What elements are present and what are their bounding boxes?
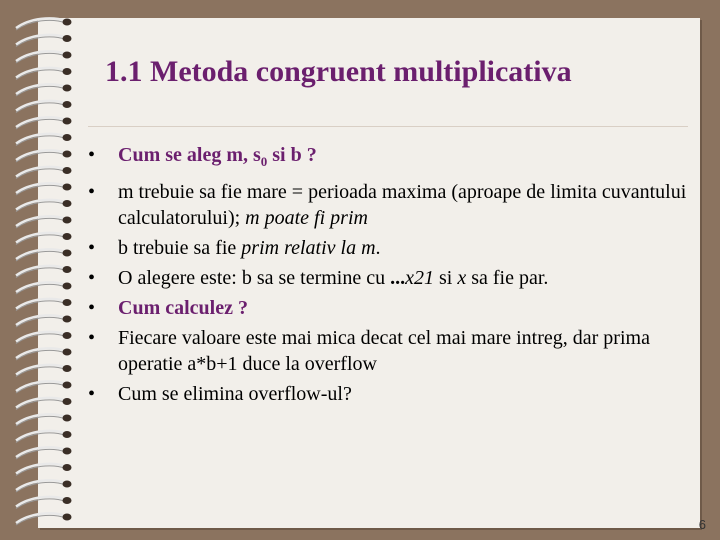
spiral-ring	[16, 365, 72, 377]
bullet-marker: •	[88, 181, 96, 203]
spiral-ring	[16, 398, 72, 410]
page-number: 6	[698, 517, 706, 532]
bullet-marker: •	[88, 267, 96, 289]
spiral-ring	[16, 233, 72, 245]
bullet-marker: •	[88, 327, 96, 349]
spiral-ring	[16, 249, 72, 261]
spiral-ring	[16, 332, 72, 344]
spiral-ring	[16, 68, 72, 80]
bullet-item	[88, 265, 688, 291]
bullet-list	[88, 142, 688, 411]
bullet-text: O alegere este: b sa se termine cu ...x21 si x sa fie par.	[118, 267, 549, 289]
bullet-text: m trebuie sa fie mare = perioada maxima (aproape de limita cuvantului calculatorului); m poate fi prim	[118, 181, 687, 229]
spiral-ring	[16, 431, 72, 443]
spiral-ring	[16, 299, 72, 311]
bullet-marker: •	[88, 237, 96, 259]
spiral-binding	[0, 0, 80, 540]
bullet-item	[88, 235, 688, 261]
spiral-ring	[16, 497, 72, 509]
bullet-text: Cum se aleg m, $s_0$ si b ?	[118, 144, 317, 169]
spiral-ring	[16, 35, 72, 47]
title-divider	[88, 126, 688, 127]
spiral-ring	[16, 18, 72, 30]
bullet-marker: •	[88, 383, 96, 405]
spiral-ring	[16, 266, 72, 278]
spiral-ring	[16, 381, 72, 393]
spiral-ring	[16, 282, 72, 294]
spiral-ring	[16, 150, 72, 162]
spiral-ring	[16, 101, 72, 113]
bullet-item	[88, 179, 688, 231]
spiral-ring	[16, 414, 72, 426]
bullet-marker: •	[88, 297, 96, 319]
spiral-ring	[16, 134, 72, 146]
spiral-ring	[16, 315, 72, 327]
spiral-ring	[16, 480, 72, 492]
slide-title: 1.1 Metoda congruent multiplicativa	[105, 55, 572, 88]
spiral-ring	[16, 183, 72, 195]
bullet-item	[88, 295, 688, 321]
spiral-ring	[16, 117, 72, 129]
spiral-ring	[16, 464, 72, 476]
spiral-ring	[16, 167, 72, 179]
bullet-item	[88, 142, 688, 175]
spiral-ring	[16, 348, 72, 360]
spiral-ring	[16, 84, 72, 96]
bullet-text: Cum calculez ?	[118, 297, 248, 319]
bullet-marker: •	[88, 144, 96, 166]
spiral-ring	[16, 513, 72, 525]
bullet-item	[88, 381, 688, 407]
bullet-text: Cum se elimina overflow-ul?	[118, 383, 352, 405]
spiral-ring	[16, 51, 72, 63]
bullet-text: b trebuie sa fie prim relativ la m.	[118, 237, 381, 259]
spiral-ring	[16, 200, 72, 212]
bullet-item	[88, 325, 688, 377]
spiral-ring	[16, 216, 72, 228]
bullet-text: Fiecare valoare este mai mica decat cel mai mare intreg, dar prima operatie a*b+1 duce la overflow	[118, 327, 650, 375]
spiral-ring	[16, 447, 72, 459]
